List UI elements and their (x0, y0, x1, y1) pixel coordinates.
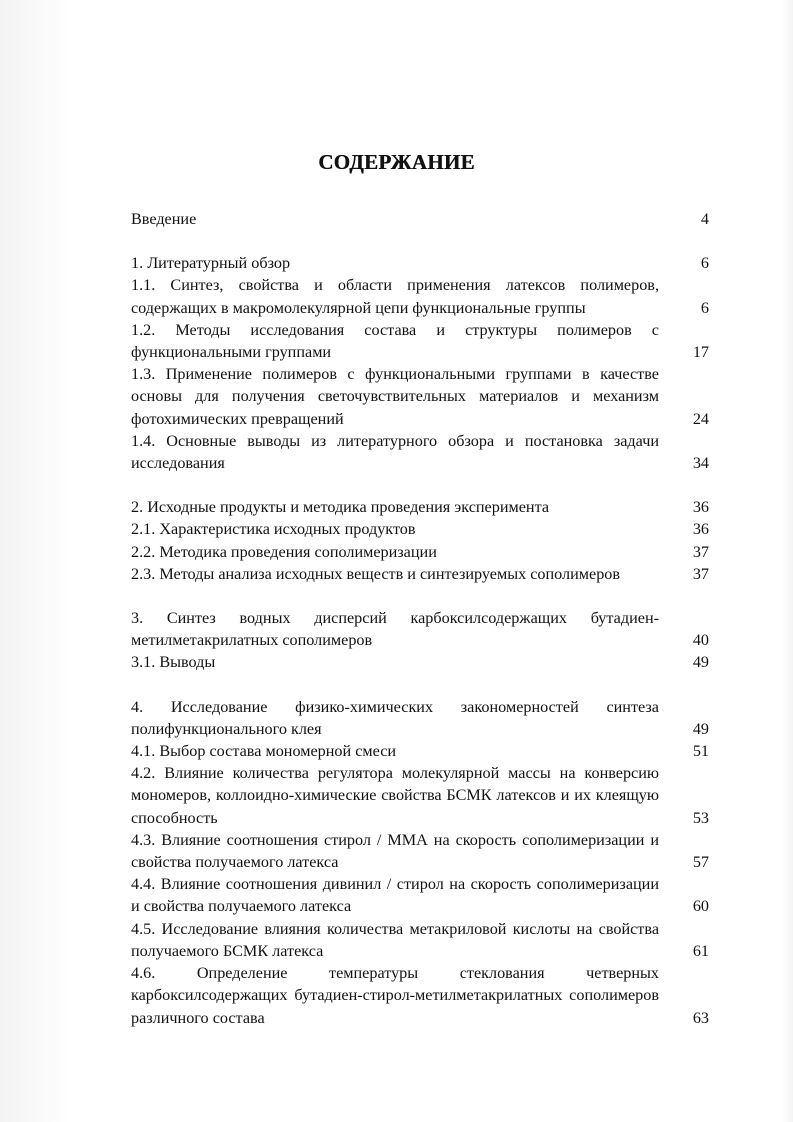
toc-entry-text: 1. Литературный обзор (131, 254, 291, 273)
toc-entry-4-5 (131, 918, 713, 962)
toc-entry-page: 4 (700, 210, 709, 228)
toc-entry-text: 4.5. Исследование влияния количества метакриловой кислоты на свойства получаемого БСМК латекса (131, 919, 659, 960)
toc-entry-4-6 (131, 962, 713, 1029)
toc-entry-text: 1.4. Основные выводы из литературного обзора и постановка задачи исследования (131, 431, 659, 473)
toc-entry-page: 6 (700, 298, 709, 317)
toc-entry-1-3 (131, 363, 713, 430)
toc-entry-text: 2. Исходные продукты и методика проведения эксперимента (131, 498, 550, 517)
toc-entry-page: 37 (692, 542, 709, 561)
toc-entry-text: 4.6. Определение температуры стеклования четверных карбоксилсодержащих бутадиен-стирол-метилметакрилатных сополимеров различного состава (131, 964, 659, 1027)
toc-entry-text: Введение (131, 210, 197, 228)
toc-entry-page: 63 (692, 1008, 709, 1027)
toc-entry-page: 61 (692, 941, 709, 960)
toc-entry-text: 3.1. Выводы (131, 653, 216, 672)
toc-entry-2-1 (131, 518, 713, 540)
toc-entry-2-2 (131, 541, 713, 563)
toc-entry-text: 2.1. Характеристика исходных продуктов (131, 520, 416, 539)
toc-entry-text: 4.2. Влияние количества регулятора молекулярной массы на конверсию мономеров, коллоидно-химические свойства БСМК латексов и их клеящую способность (131, 764, 659, 827)
toc-entry-text: 2.2. Методика проведения сополимеризации (131, 542, 437, 561)
toc-entry-chapter-3 (131, 607, 713, 651)
toc-entry-text: 1.3. Применение полимеров с функциональными группами в качестве основы для получения светочувствительных материалов и механизм фотохимических превращений (131, 365, 659, 428)
toc-entry-text: 2.3. Методы анализа исходных веществ и синтезируемых сополимеров (131, 564, 621, 583)
toc-entry-4-3 (131, 829, 713, 873)
toc-entry-1-2 (131, 319, 713, 363)
toc-entry-chapter-2 (131, 496, 713, 518)
toc-entry-introduction (131, 208, 713, 230)
toc-entry-page: 37 (692, 564, 709, 583)
toc-entry-text: 3. Синтез водных дисперсий карбоксилсодержащих бутадиен-метилметакрилатных сополимеров (131, 609, 659, 650)
toc-entry-1-1 (131, 274, 713, 318)
toc-entry-chapter-1 (131, 252, 713, 274)
toc-entry-text: 4.4. Влияние соотношения дивинил / стирол на скорость сополимеризации и свойства получаемого латекса (131, 875, 659, 916)
toc-entry-4-1 (131, 740, 713, 762)
table-of-contents (131, 208, 713, 1029)
toc-entry-2-3 (131, 563, 713, 585)
toc-entry-1-4 (131, 430, 713, 474)
toc-entry-text: 1.2. Методы исследования состава и структуры полимеров с функциональными группами (131, 320, 659, 362)
toc-entry-4-2 (131, 762, 713, 829)
toc-entry-page: 51 (692, 742, 709, 761)
toc-entry-text: 4. Исследование физико-химических закономерностей синтеза полифункционального клея (131, 697, 659, 738)
page-title: СОДЕРЖАНИЕ (318, 150, 475, 174)
toc-entry-text: 1.1. Синтез, свойства и области применения латексов полимеров, содержащих в макромолекулярной цепи функциональные группы (131, 276, 659, 317)
toc-entry-text: 4.1. Выбор состава мономерной смеси (131, 742, 397, 761)
toc-entry-4-4 (131, 873, 713, 917)
toc-entry-page: 36 (692, 520, 709, 539)
toc-entry-page: 49 (692, 719, 709, 738)
toc-entry-page: 36 (692, 498, 709, 517)
toc-entry-page: 53 (692, 808, 709, 827)
toc-entry-page: 49 (692, 653, 709, 672)
toc-entry-page: 40 (692, 631, 709, 650)
toc-entry-chapter-4 (131, 696, 713, 740)
toc-entry-3-1 (131, 651, 713, 673)
toc-entry-page: 57 (692, 853, 709, 872)
toc-entry-page: 34 (692, 454, 709, 473)
toc-entry-page: 6 (700, 254, 709, 273)
toc-entry-text: 4.3. Влияние соотношения стирол / ММА на скорость сополимеризации и свойства получаемого латекса (131, 830, 659, 872)
toc-entry-page: 60 (692, 897, 709, 916)
toc-entry-page: 24 (692, 409, 709, 428)
toc-entry-page: 17 (692, 343, 709, 362)
